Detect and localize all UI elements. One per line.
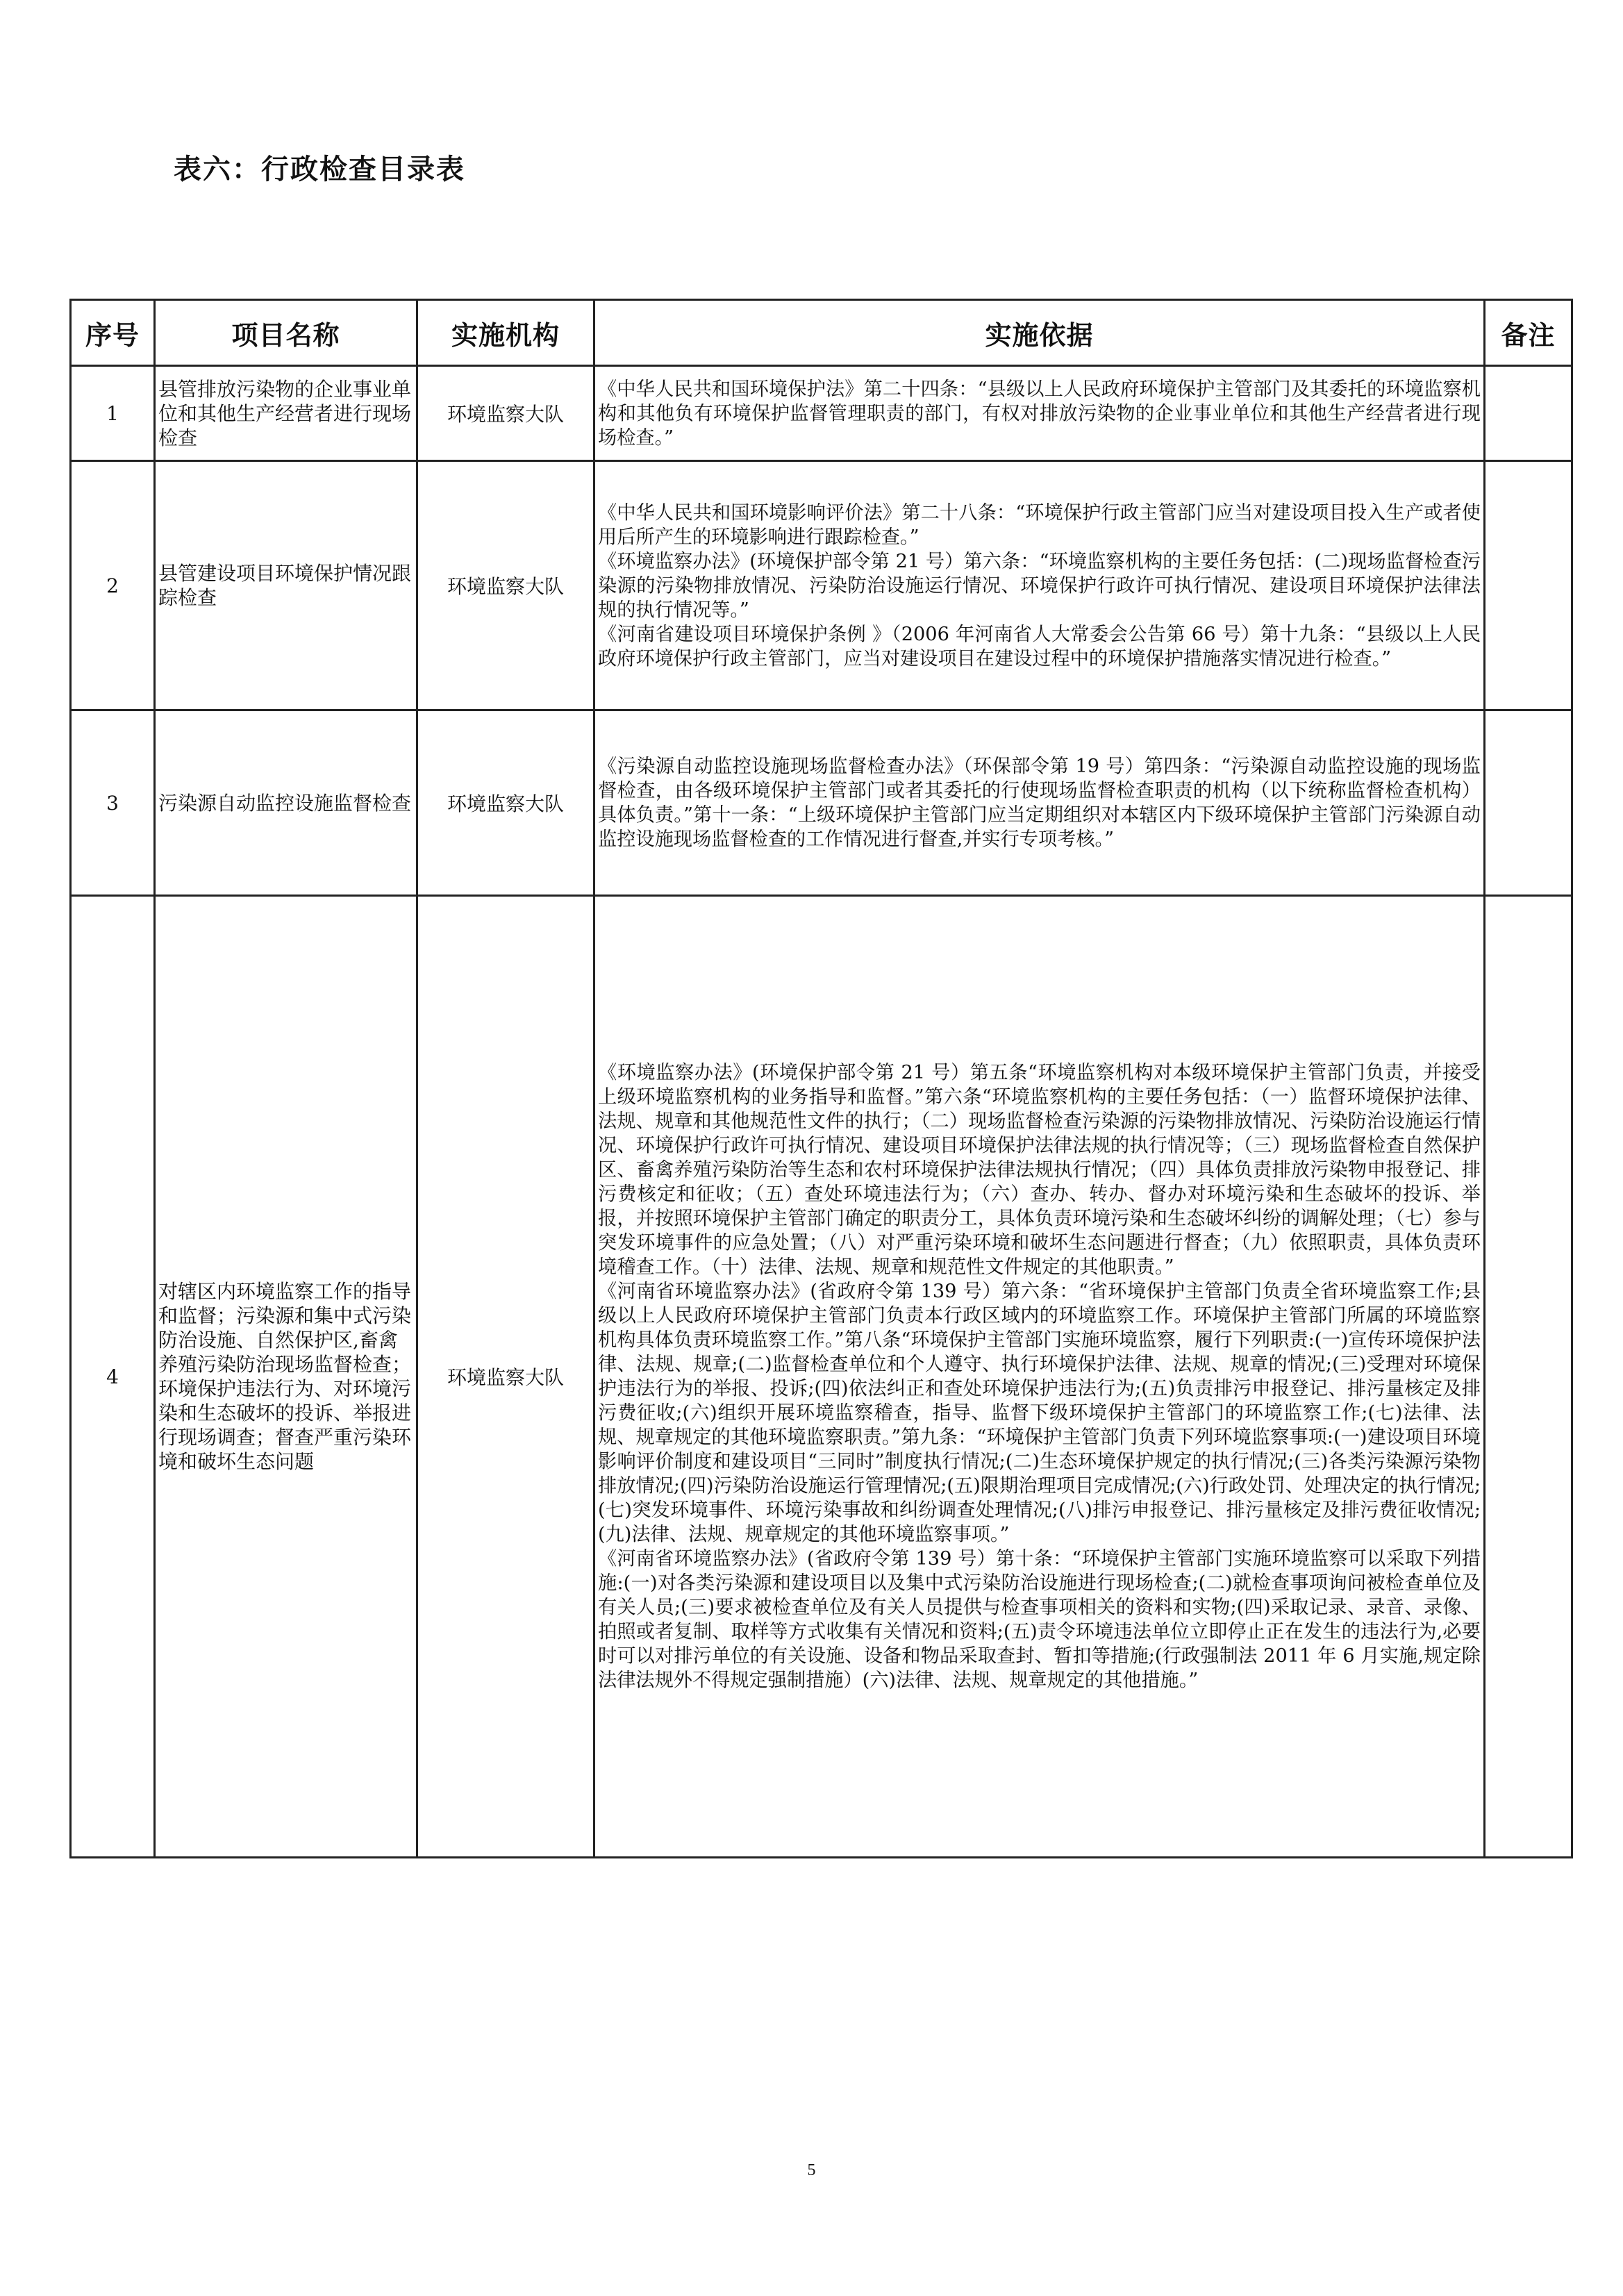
legal-basis-paragraph: 《环境监察办法》(环境保护部令第 21 号）第六条：“环境监察机构的主要任务包括：(二)现场监督检查污染源的污染物排放情况、污染防治设施运行情况、环境保护行政许可执行情况、建设项目环境保护法律法规的执行情况等。” — [598, 550, 1481, 621]
row-number: 2 — [71, 461, 155, 710]
legal-basis-paragraph: 《河南省环境监察办法》(省政府令第 139 号）第六条：“省环境保护主管部门负责全省环境监察工作;县级以上人民政府环境保护主管部门负责本行政区域内的环境监察工作。环境保护主管部门所属的环境监察机构具体负责环境监察工作。”第八条“环境保护主管部门实施环境监察，履行下列职责:(一)宣传环境保护法律、法规、规章;(二)监督检查单位和个人遵守、执行环境保护法律、法规、规章的情况;(三)受理对环境保护违法行为的举报、投诉;(四)依法纠正和查处环境保护违法行为;(五)负责排污申报登记、排污量核定及排污费征收;(六)组织开展环境监察稽查，指导、监督下级环境保护主管部门的环境监察工作;(七)法律、法规、规章规定的其他环境监察职责。”第九条：“环境保护主管部门负责下列环境监察事项:(一)建设项目环境影响评价制度和建设项目“三同时”制度执行情况;(二)生态环境保护规定的执行情况;(三)各类污染源污染物排放情况;(四)污染防治设施运行管理情况;(五)限期治理项目完成情况;(六)行政处罚、处理决定的执行情况;(七)突发环境事件、环境污染事故和纠纷调查处理情况;(八)排污申报登记、排污量核定及排污费征收情况;(九)法律、法规、规章规定的其他环境监察事项。” — [598, 1281, 1481, 1545]
page-number: 5 — [807, 2161, 816, 2179]
legal-basis — [594, 710, 1485, 896]
implementing-agency: 环境监察大队 — [417, 896, 594, 1858]
header-org: 实施机构 — [417, 300, 594, 366]
legal-basis-paragraph: 《河南省环境监察办法》(省政府令第 139 号）第十条：“环境保护主管部门实施环境监察可以采取下列措施:(一)对各类污染源和建设项目以及集中式污染防治设施进行现场检查;(二)就检查事项询问被检查单位及有关人员;(三)要求被检查单位及有关人员提供与检查事项相关的资料和实物;(四)采取记录、录音、录像、拍照或者复制、取样等方式收集有关情况和资料;(五)责令环境违法单位立即停止正在发生的违法行为,必要时可以对排污单位的有关设施、设备和物品采取查封、暂扣等措施;(行政强制法 2011 年 6 月实施,规定除法律法规外不得规定强制措施）(六)法律、法规、规章规定的其他措施。” — [598, 1548, 1481, 1691]
table-row — [71, 710, 1572, 896]
legal-basis-paragraph: 《污染源自动监控设施现场监督检查办法》（环保部令第 19 号）第四条：“污染源自动监控设施的现场监督检查，由各级环境保护主管部门或者其委托的行使现场监督检查职责的机构（以下统称监督检查机构）具体负责。”第十一条：“上级环境保护主管部门应当定期组织对本辖区内下级环境保护主管部门污染源自动监控设施现场监督检查的工作情况进行督查,并实行专项考核。” — [598, 756, 1481, 850]
table-row — [71, 366, 1572, 461]
item-name: 污染源自动监控设施监督检查 — [155, 710, 417, 896]
legal-basis-paragraph: 《中华人民共和国环境保护法》第二十四条：“县级以上人民政府环境保护主管部门及其委托的环境监察机构和其他负有环境保护监督管理职责的部门，有权对排放污染物的企业事业单位和其他生产经营者进行现场检查。” — [598, 378, 1481, 449]
table-row — [71, 461, 1572, 710]
legal-basis — [594, 461, 1485, 710]
legal-basis-paragraph: 《河南省建设项目环境保护条例 》（2006 年河南省人大常委会公告第 66 号）第十九条：“县级以上人民政府环境保护行政主管部门，应当对建设项目在建设过程中的环境保护措施落实情况进行检查。” — [598, 623, 1481, 669]
remarks — [1485, 710, 1572, 896]
inspection-catalog-table — [69, 299, 1573, 1858]
row-number: 4 — [71, 896, 155, 1858]
row-number: 1 — [71, 366, 155, 461]
item-name: 县管排放污染物的企业事业单位和其他生产经营者进行现场检查 — [155, 366, 417, 461]
implementing-agency: 环境监察大队 — [417, 461, 594, 710]
item-name: 县管建设项目环境保护情况跟踪检查 — [155, 461, 417, 710]
header-note: 备注 — [1485, 300, 1572, 366]
legal-basis — [594, 366, 1485, 461]
legal-basis-paragraph: 《环境监察办法》(环境保护部令第 21 号）第五条“环境监察机构对本级环境保护主管部门负责，并接受上级环境监察机构的业务指导和监督。”第六条“环境监察机构的主要任务包括：（一）监督环境保护法律、法规、规章和其他规范性文件的执行；（二）现场监督检查污染源的污染物排放情况、污染防治设施运行情况、环境保护行政许可执行情况、建设项目环境保护法律法规的执行情况等；（三）现场监督检查自然保护区、畜禽养殖污染防治等生态和农村环境保护法律法规执行情况；（四）具体负责排放污染物申报登记、排污费核定和征收；（五）查处环境违法行为；（六）查办、转办、督办对环境污染和生态破坏的投诉、举报，并按照环境保护主管部门确定的职责分工，具体负责环境污染和生态破坏纠纷的调解处理；（七）参与突发环境事件的应急处置；（八）对严重污染环境和破坏生态问题进行督查；（九）依照职责，具体负责环境稽查工作。（十）法律、法规、规章和规范性文件规定的其他职责。” — [598, 1062, 1481, 1278]
implementing-agency: 环境监察大队 — [417, 366, 594, 461]
implementing-agency: 环境监察大队 — [417, 710, 594, 896]
table-header-row — [71, 300, 1572, 366]
remarks — [1485, 896, 1572, 1858]
remarks — [1485, 366, 1572, 461]
header-no: 序号 — [71, 300, 155, 366]
legal-basis — [594, 896, 1485, 1858]
header-basis: 实施依据 — [594, 300, 1485, 366]
item-name: 对辖区内环境监察工作的指导和监督；污染源和集中式污染防治设施、自然保护区,畜禽养殖污染防治现场监督检查；环境保护违法行为、对环境污染和生态破坏的投诉、举报进行现场调查；督查严重污染环境和破坏生态问题 — [155, 896, 417, 1858]
legal-basis-paragraph: 《中华人民共和国环境影响评价法》第二十八条：“环境保护行政主管部门应当对建设项目投入生产或者使用后所产生的环境影响进行跟踪检查。” — [598, 501, 1481, 548]
row-number: 3 — [71, 710, 155, 896]
table-row — [71, 896, 1572, 1858]
page-title: 表六：行政检查目录表 — [174, 153, 465, 185]
remarks — [1485, 461, 1572, 710]
header-name: 项目名称 — [155, 300, 417, 366]
